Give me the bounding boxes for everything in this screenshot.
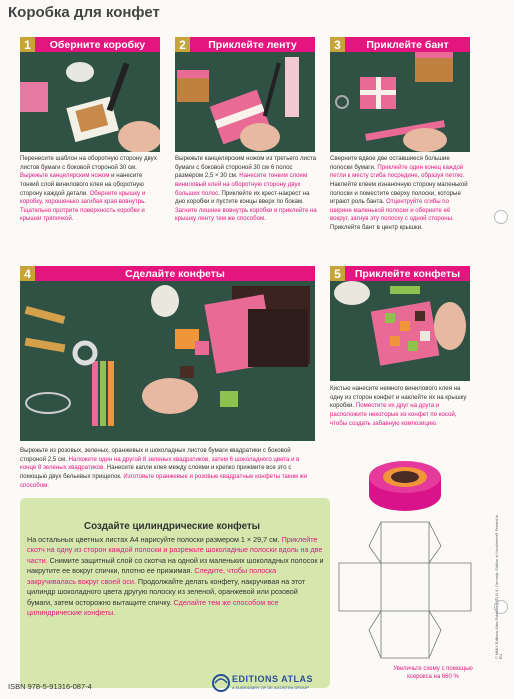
step-number: 4: [20, 266, 35, 281]
step-title: Приклейте ленту: [208, 38, 297, 51]
step-4-photo: [20, 281, 315, 441]
step-3-illustration: [330, 52, 470, 152]
step-4: [20, 266, 315, 281]
step-1-photo: [20, 52, 160, 152]
step-number: 3: [330, 37, 345, 52]
step-3: [330, 37, 470, 52]
page-title: Коробка для конфет: [8, 4, 160, 21]
step-1-header: [20, 37, 160, 52]
step-title: Приклейте конфеты: [354, 267, 461, 280]
isbn: ISBN 978-5-91316-087-4: [8, 682, 92, 691]
step-title: Приклейте бант: [366, 38, 449, 51]
step-number: 1: [20, 37, 35, 52]
cylinder-candy-image: [363, 455, 448, 515]
step-5-photo: [330, 281, 470, 381]
step-number: 5: [330, 266, 345, 281]
step-number: 2: [175, 37, 190, 52]
step-5-text: Кистью нанесите немного винилового клея на одну из сторон конфет и наклейте их на крышку коробки. Поместите их друг на друга и расположите некоторые из конфет по косой, чтобы создать забавную композицию.: [330, 385, 467, 427]
step-5-illustration: [330, 281, 470, 381]
step-3-text: Сверните вдвое две оставшиеся большие полоски бумаги. Приклейте один конец каждой петли к месту сгиба посредине, образуя петлю. Наклейте клеем изнаночную сторону маленькой полоски и поместите сверху полоски, которые играют роль банта. Отцентруйте сгибы по ширине маленькой полоски и оберните её вокруг, загнув эту полоску с одной стороны. Приклейте бант в центр крышки.: [330, 155, 468, 232]
copyright-text: © MMIX Editions Atlas Publishing (Ё) B.V., Гастгеф: Edition of Hochlehrer® Printed in EU: [495, 515, 503, 659]
step-2-illustration: [175, 52, 315, 152]
step-5: [330, 266, 470, 281]
template-caption: Увеличьте схему с помощью ксерокса на 660 %: [393, 666, 473, 681]
step-4-header: [20, 266, 315, 281]
publisher-logo-subtitle: A SUBSIDIARY OF DE AGOSTINI GROUP: [232, 685, 309, 690]
box-template-diagram: [333, 518, 478, 666]
step-2-header: [175, 37, 315, 52]
step-title: Сделайте конфеты: [125, 267, 225, 280]
step-1: [20, 37, 160, 52]
publisher-logo-text: EDITIONS ATLAS: [232, 674, 313, 684]
step-2-photo: [175, 52, 315, 152]
step-1-text: Перенесите шаблон на оборотную сторону двух листов бумаги с боковой стороной 30 см. Вырежьте канцелярским ножом и нанесите тонкий слой винилового клея на оборотную сторону каждой детали. Оберните крышку и коробку, хорошенько загибая края вовнутрь. Тщательно протрите поверхность коробки и крышки тряпочкой.: [20, 155, 157, 223]
step-title: Оберните коробку: [49, 38, 146, 51]
step-2: [175, 37, 315, 52]
binder-hole: [494, 210, 508, 224]
step-1-illustration: [20, 52, 160, 152]
step-3-photo: [330, 52, 470, 152]
panel-title: Создайте цилиндрические конфеты: [84, 521, 261, 532]
step-4-text: Вырежьте из розовых, зеленых, оранжевых и шоколадных листов бумаги квадратики с боковой стороной 2,5 см. Наложите один на другой 8 зеленых квадратиков, затем 6 шоколадного цвета и в конце 8 зеленых квадратиков. Нанесите капли клея между слоями и крепко прижмите все это с помощью двух бельевых прищепок. Изготовьте оранжевые и розовые квадратные конфеты таким же способом.: [20, 447, 308, 489]
step-3-header: [330, 37, 470, 52]
panel-text: На остальных цветных листах А4 нарисуйте полоски размером 1 × 29,7 см. Приклейте скотч на одну из сторон каждой полоски и разрежьте шоколадные полоски вдоль на две части. Снимите защитный слой со скотча на одной из маленьких шоколадных полосок и накрутите ее вокруг спички, плотно ее прижимая. Следите, чтобы полоска закручивалась вокруг своей оси. Продолжайте делать конфету, накручивая на этот цилиндр шоколадного цвета другую полоску из зеленой, оранжевой или розовой бумаги, затем осторожно вытащите спичку. Сделайте тем же способом все цилиндрические конфеты.: [27, 535, 324, 618]
side-margin: [484, 505, 510, 680]
step-2-text: Вырежьте канцелярским ножом из третьего листа бумаги с боковой стороной 30 см 6 полос размером 2,5 × 30 см. Нанесите тонким слоем виниловый клей на оборотную сторону двух больших полос. Приклейте их крест-накрест на дно коробки и пустите концы вверх по бокам. Загните лишнее вовнутрь коробки и приклейте на крышку ленту тем же способом.: [175, 155, 317, 223]
step-4-illustration: [20, 281, 315, 441]
step-5-header: [330, 266, 470, 281]
